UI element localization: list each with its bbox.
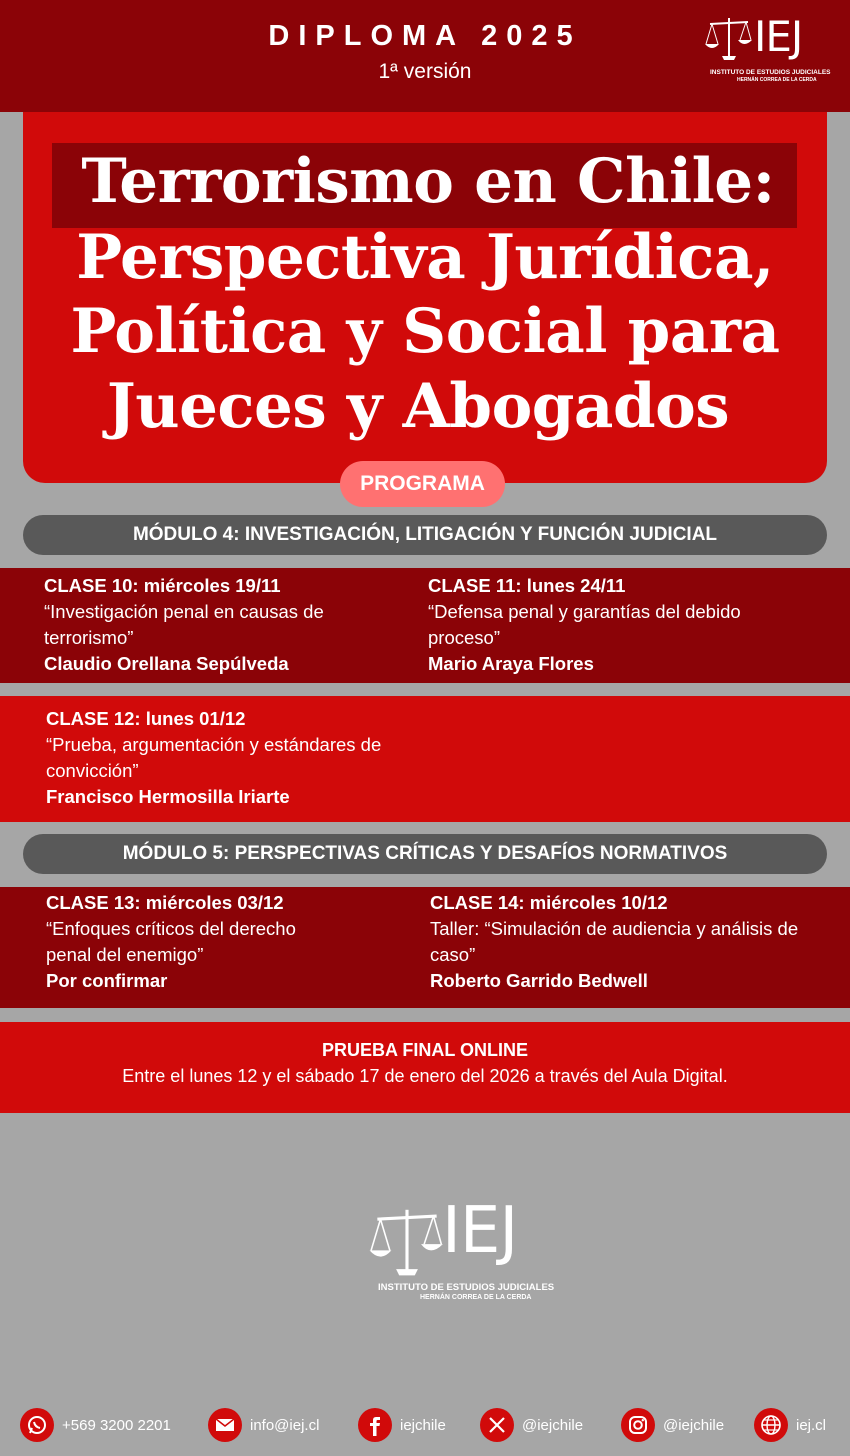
instagram-icon: [621, 1408, 655, 1442]
programa-badge: PROGRAMA: [340, 461, 505, 507]
final-exam-heading: PRUEBA FINAL ONLINE: [321, 1040, 528, 1060]
class-topic: “Investigación penal en causas de terrorismo”: [44, 601, 324, 648]
contact-label: @iejchile: [522, 1416, 584, 1434]
logo-subtitle: HERNÁN CORREA DE LA CERDA: [420, 1294, 532, 1301]
class-heading: CLASE 12: lunes 01/12: [46, 708, 246, 729]
facebook-icon: [358, 1408, 392, 1442]
logo-institute: INSTITUTO DE ESTUDIOS JUDICIALES: [378, 1282, 555, 1293]
title-line-3: Política y Social para: [70, 296, 780, 367]
iej-logo: [704, 12, 831, 88]
whatsapp-icon: [20, 1408, 54, 1442]
globe-icon: [754, 1408, 788, 1442]
class-topic: “Enfoques críticos del derecho penal del enemigo”: [46, 918, 296, 965]
class-topic: Taller: “Simulación de audiencia y análisis de caso”: [430, 918, 799, 965]
module-4-header: MÓDULO 4: INVESTIGACIÓN, LITIGACIÓN Y FUNCIÓN JUDICIAL: [23, 515, 827, 555]
class-13: [46, 890, 336, 994]
contact-mail[interactable]: [208, 1408, 319, 1442]
title-line-4: Jueces y Abogados: [106, 371, 730, 442]
logo-institute: INSTITUTO DE ESTUDIOS JUDICIALES: [710, 69, 831, 76]
mail-icon: [208, 1408, 242, 1442]
contact-web[interactable]: [754, 1408, 826, 1442]
iej-logo-footer: [368, 1194, 555, 1308]
contact-x[interactable]: [480, 1408, 583, 1442]
class-heading: CLASE 11: lunes 24/11: [428, 575, 626, 596]
title-line-1: Terrorismo en Chile:: [81, 146, 775, 217]
logo-subtitle: HERNÁN CORREA DE LA CERDA: [737, 77, 817, 83]
diploma-title: DIPLOMA 2025: [268, 20, 582, 52]
logo-text: IEJ: [754, 12, 803, 61]
contact-label: +569 3200 2201: [62, 1416, 171, 1434]
module-5-header: MÓDULO 5: PERSPECTIVAS CRÍTICAS Y DESAFÍOS NORMATIVOS: [23, 834, 827, 874]
contact-whatsapp[interactable]: [20, 1408, 171, 1442]
class-speaker: Por confirmar: [46, 970, 168, 991]
class-11: [428, 573, 808, 677]
class-speaker: Claudio Orellana Sepúlveda: [44, 653, 289, 674]
title-line-2: Perspectiva Jurídica,: [76, 222, 774, 293]
class-topic: “Defensa penal y garantías del debido proceso”: [428, 601, 741, 648]
class-heading: CLASE 14: miércoles 10/12: [430, 892, 668, 913]
class-speaker: Francisco Hermosilla Iriarte: [46, 786, 290, 807]
class-speaker: Roberto Garrido Bedwell: [430, 970, 648, 991]
class-14: [430, 890, 810, 994]
contact-instagram[interactable]: [621, 1408, 724, 1442]
class-heading: CLASE 13: miércoles 03/12: [46, 892, 284, 913]
scales-of-justice-icon: [704, 14, 754, 62]
contact-label: iejchile: [400, 1416, 446, 1434]
class-10: [44, 573, 404, 677]
logo-text: IEJ: [442, 1194, 518, 1268]
class-heading: CLASE 10: miércoles 19/11: [44, 575, 281, 596]
contact-label: iej.cl: [796, 1416, 827, 1434]
version-label: 1ª versión: [378, 60, 472, 83]
contact-facebook[interactable]: [358, 1408, 446, 1442]
class-12: [46, 706, 421, 810]
final-exam-text: Entre el lunes 12 y el sábado 17 de enero del 2026 a través del Aula Digital.: [122, 1066, 728, 1086]
contact-label: info@iej.cl: [250, 1416, 320, 1434]
class-speaker: Mario Araya Flores: [428, 653, 594, 674]
contact-label: @iejchile: [663, 1416, 725, 1434]
class-topic: “Prueba, argumentación y estándares de convicción”: [46, 734, 382, 781]
x-icon: [480, 1408, 514, 1442]
scales-of-justice-icon: [368, 1202, 446, 1280]
